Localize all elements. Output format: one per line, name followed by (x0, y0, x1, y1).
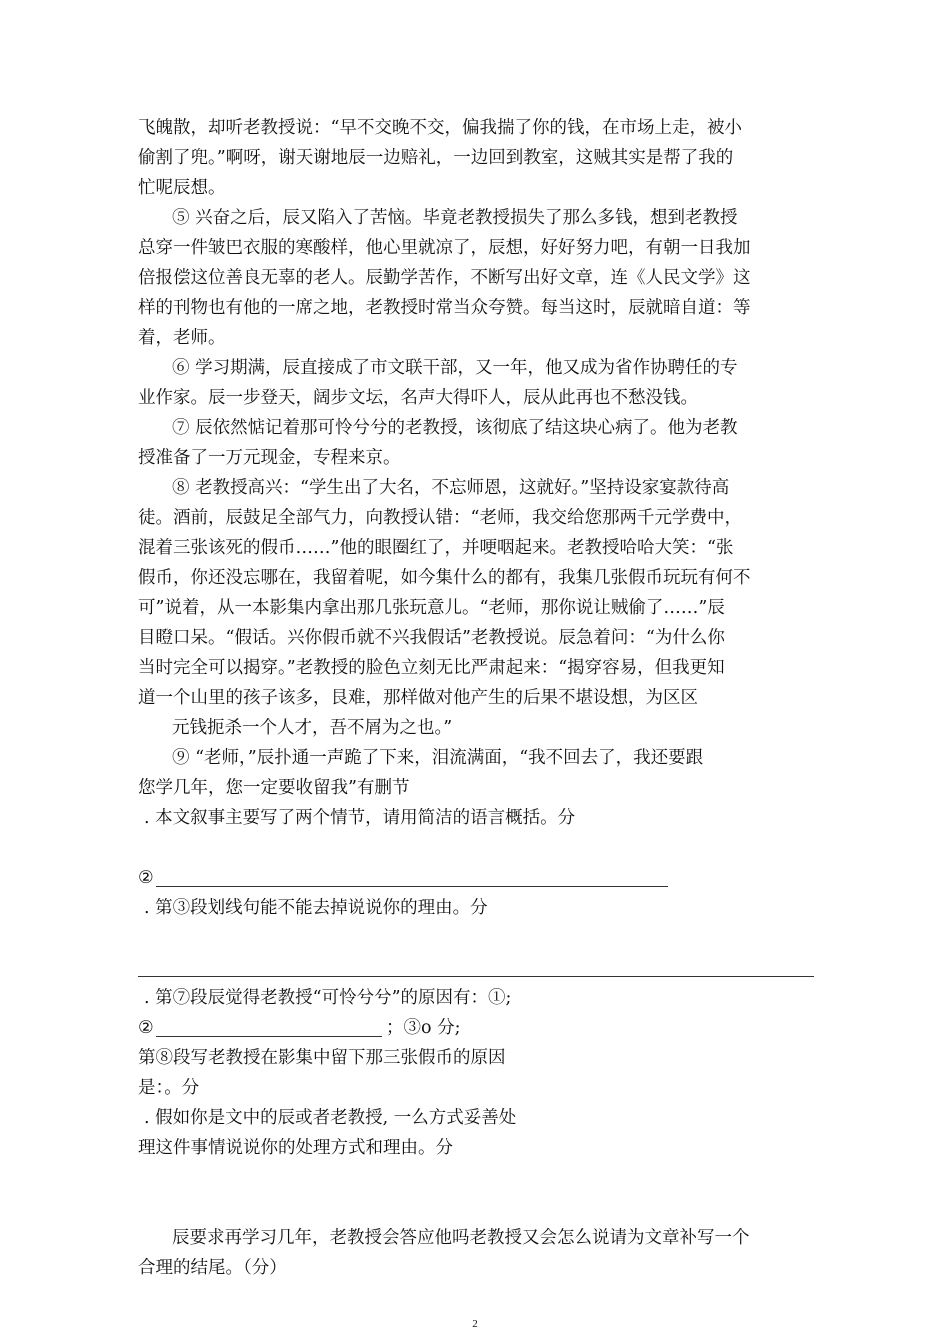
question-6-line-2: 合理的结尾。（分） (138, 1258, 287, 1278)
paragraph-6-line-1: ⑥ 学习期满，辰直接成了市文联干部，又一年，他又成为省作协聘任的专 (172, 358, 738, 378)
paragraph-7-line-1: ⑦ 辰依然惦记着那可怜兮兮的老教授，该彻底了结这块心病了。他为老教 (172, 418, 738, 438)
question-5-line-2: 理这件事情说说你的处理方式和理由。分 (138, 1138, 453, 1158)
paragraph-8-line-8: 道一个山里的孩子该多，艮难，那样做对他产生的后果不堪设想，为区区 (138, 688, 698, 708)
question-6-line-1: 辰要求再学习几年，老教授会答应他吗老教授又会怎么说请为文章补写一个 (172, 1228, 750, 1248)
paragraph-5-line-1: ⑤ 兴奋之后，辰又陷入了苦恼。毕竟老教授损失了那么多钱，想到老教授 (172, 208, 738, 228)
question-1: . 本文叙事主要写了两个情节，请用简洁的语言概括。分 (144, 808, 576, 828)
question-5-line-1: . 假如你是文中的辰或者老教授, 一么方式妥善处 (144, 1108, 517, 1128)
paragraph-9-line-1: ⑨ “老师，”辰扑通一声跪了下来，泪流满面，“我不回去了，我还要跟 (172, 748, 704, 768)
question-1-answer-blank (156, 886, 668, 887)
page-number: 2 (472, 1318, 478, 1330)
paragraph-4-line-2: 偷割了兜。”啊呀，谢天谢地辰一边赔礼，一边回到教室，这贼其实是帮了我的 (138, 148, 734, 168)
question-2: . 第③段划线句能不能去掉说说你的理由。分 (144, 898, 488, 918)
paragraph-6-line-2: 业作家。辰一步登天，阔步文坛，名声大得吓人，辰从此再也不愁没钱。 (138, 388, 698, 408)
paragraph-4-line-1: 飞魄散，却听老教授说：“早不交晚不交，偏我揣了你的钱，在市场上走，被小 (138, 118, 742, 138)
question-3-line-2-suffix: ；③o 分; (386, 1018, 461, 1038)
paragraph-8-line-5: 可”说着，从一本影集内拿出那几张玩意儿。“老师，那你说让贼偷了……”辰 (138, 598, 725, 618)
question-4-line-2: 是：。分 (138, 1078, 200, 1098)
paragraph-5-line-4: 样的刊物也有他的一席之地，老教授时常当众夸赞。每当这时，辰就暗自道：等 (138, 298, 751, 318)
paragraph-9-line-2: 您学几年，您一定要收留我”有删节 (138, 778, 410, 798)
paragraph-5-line-3: 倍报偿这位善良无辜的老人。辰勤学苦作，不断写出好文章，连《人民文学》这 (138, 268, 751, 288)
question-4-line-1: 第⑧段写老教授在影集中留下那三张假币的原因 (138, 1048, 506, 1068)
paragraph-8-line-2: 徒。酒前，辰鼓足全部气力，向教授认错：“老师，我交给您那两千元学费中， (138, 508, 742, 528)
paragraph-8-line-1: ⑧ 老教授高兴：“学生出了大名，不忘师恩，这就好。”坚持设家宴款待高 (172, 478, 730, 498)
paragraph-4-line-3: 忙呢辰想。 (138, 178, 226, 198)
paragraph-7-line-2: 授准备了一万元现金，专程来京。 (138, 448, 401, 468)
paragraph-8-line-9: 元钱扼杀一个人才，吾不屑为之也。” (172, 718, 453, 738)
paragraph-8-line-6: 目瞪口呆。“假话。兴你假币就不兴我假话”老教授说。辰急着问：“为什么你 (138, 628, 725, 648)
paragraph-8-line-7: 当时完全可以揭穿。”老教授的脸色立刻无比严肃起来：“揭穿容易，但我更知 (138, 658, 725, 678)
question-3-blank-label: ② (138, 1018, 154, 1038)
paragraph-5-line-2: 总穿一件皱巴衣服的寒酸样，他心里就凉了，辰想，好好努力吧，有朝一日我加 (138, 238, 751, 258)
question-1-blank-label: ② (138, 868, 154, 888)
question-3: . 第⑦段辰觉得老教授“可怜兮兮”的原因有：①; (144, 988, 512, 1008)
question-2-answer-rule (138, 976, 814, 977)
paragraph-8-line-3: 混着三张该死的假币……”他的眼圈红了，并哽咽起来。老教授哈哈大笑：“张 (138, 538, 734, 558)
paragraph-5-line-5: 着，老师。 (138, 328, 226, 348)
paragraph-8-line-4: 假币，你还没忘哪在，我留着呢，如今集什么的都有，我集几张假币玩玩有何不 (138, 568, 751, 588)
question-3-answer-blank (156, 1036, 382, 1037)
